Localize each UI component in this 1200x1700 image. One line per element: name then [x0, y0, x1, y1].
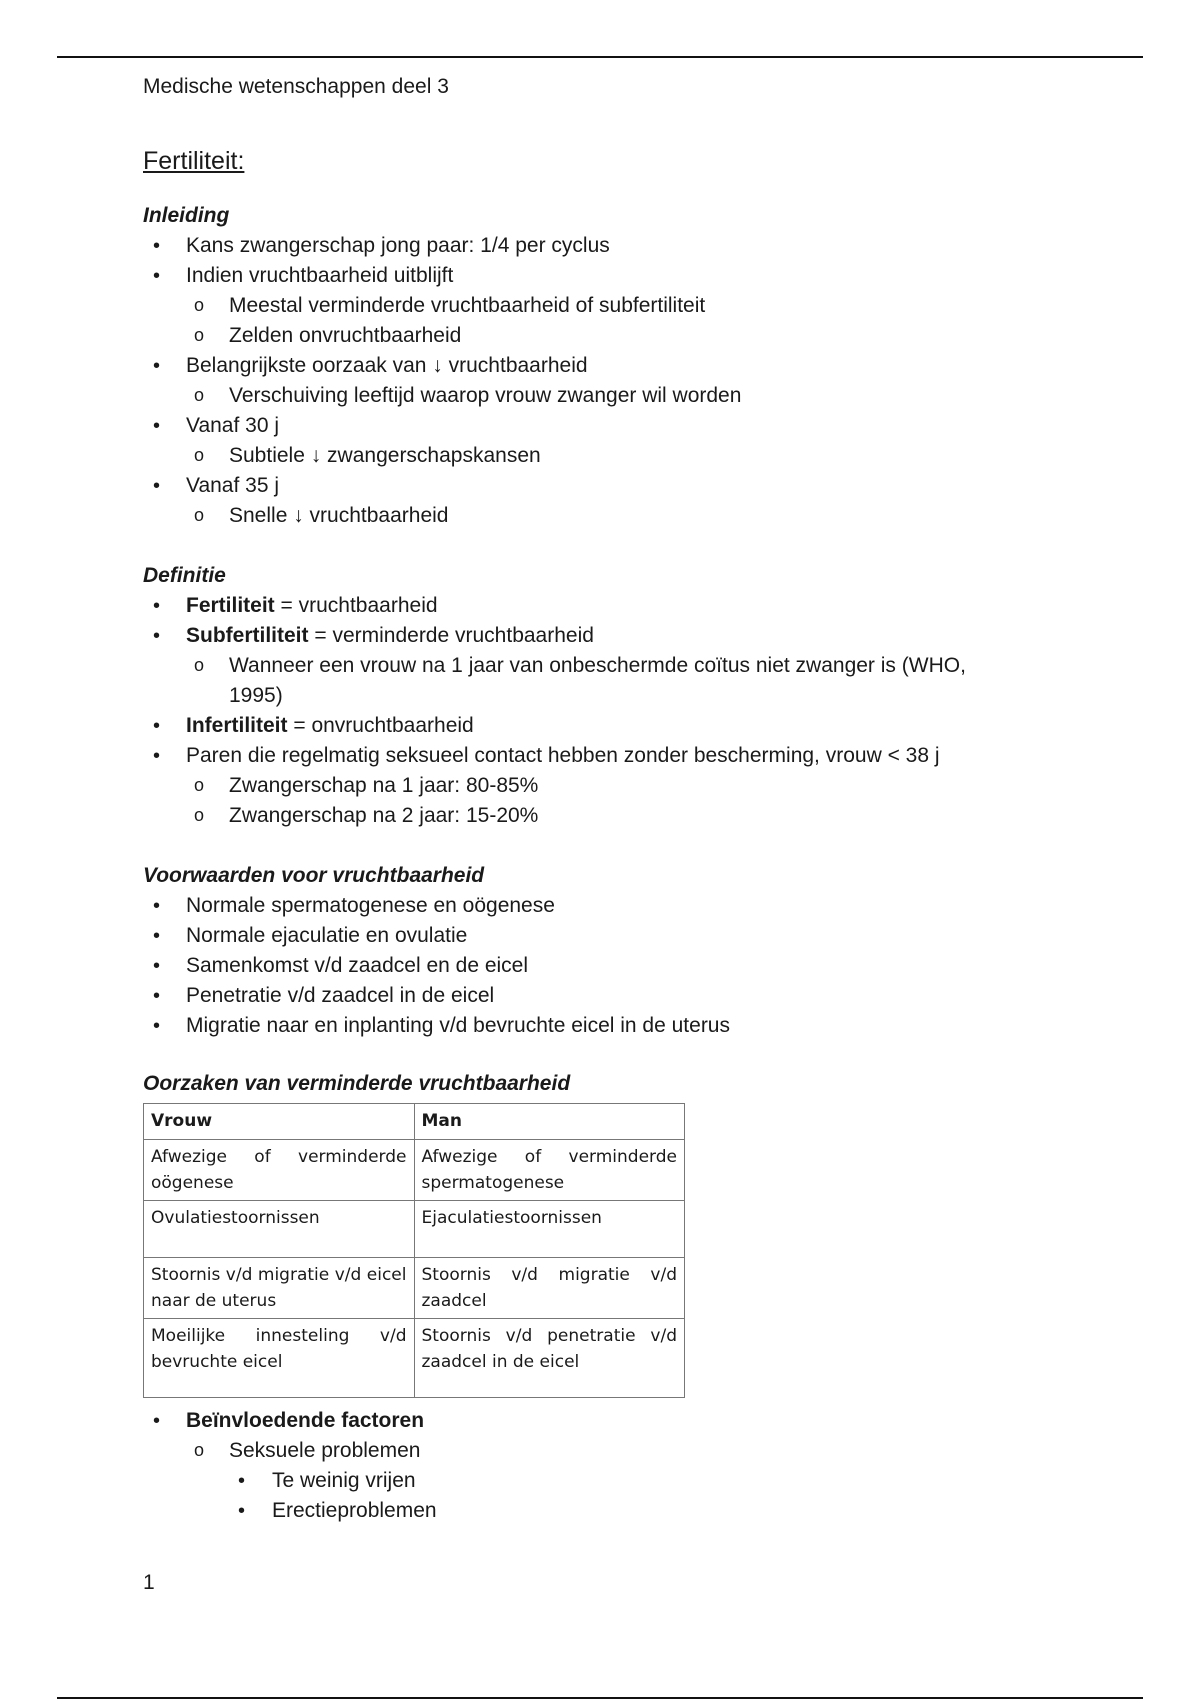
definition: = vruchtbaarheid: [274, 594, 438, 617]
table-row: [144, 1201, 685, 1258]
table-row: [144, 1319, 685, 1398]
page-number: 1: [143, 1571, 155, 1594]
list-item: • Kans zwangerschap jong paar: 1/4 per cyclus: [143, 231, 1043, 261]
list-item: o Zelden onvruchtbaarheid: [143, 321, 1043, 351]
section-definitie: [143, 561, 1043, 831]
definitie-list: [143, 591, 1043, 831]
term: Infertiliteit: [186, 714, 288, 737]
list-item: [143, 711, 1043, 741]
section-inleiding: [143, 201, 1043, 531]
table-header-cell: Vrouw: [144, 1104, 415, 1140]
term: Fertiliteit: [186, 594, 275, 617]
bottom-rule: [57, 1697, 1143, 1699]
definition: = onvruchtbaarheid: [287, 714, 474, 737]
list-item: • Migratie naar en inplanting v/d bevruchte eicel in de uterus: [143, 1011, 1043, 1041]
top-rule: [57, 56, 1143, 58]
definition: = verminderde vruchtbaarheid: [308, 624, 594, 647]
list-item: o Verschuiving leeftijd waarop vrouw zwanger wil worden: [143, 381, 1043, 411]
table-cell: Stoornis v/d penetratie v/d zaadcel in de eicel: [414, 1319, 685, 1398]
list-item: • Erectieproblemen: [143, 1496, 1043, 1526]
document-title: Fertiliteit:: [143, 147, 245, 175]
list-item: • Vanaf 30 j: [143, 411, 1043, 441]
list-item: • Belangrijkste oorzaak van ↓ vruchtbaarheid: [143, 351, 1043, 381]
section-voorwaarden: [143, 861, 1043, 1041]
list-item: • Paren die regelmatig seksueel contact hebben zonder bescherming, vrouw < 38 j: [143, 741, 1043, 771]
factoren-list: [143, 1406, 1043, 1526]
list-item: [143, 591, 1043, 621]
table-header-cell: Man: [414, 1104, 685, 1140]
oorzaken-table: [143, 1103, 685, 1398]
table-row: [144, 1140, 685, 1201]
list-item: • Indien vruchtbaarheid uitblijft: [143, 261, 1043, 291]
list-item: • Normale spermatogenese en oögenese: [143, 891, 1043, 921]
table-row: [144, 1258, 685, 1319]
list-item: [143, 1406, 1043, 1436]
list-item: o Seksuele problemen: [143, 1436, 1043, 1466]
section-oorzaken: [143, 1069, 1043, 1398]
table-cell: Stoornis v/d migratie v/d zaadcel: [414, 1258, 685, 1319]
table-cell: Stoornis v/d migratie v/d eicel naar de uterus: [144, 1258, 415, 1319]
table-header-row: [144, 1104, 685, 1140]
list-item: • Normale ejaculatie en ovulatie: [143, 921, 1043, 951]
document-page: [143, 72, 1043, 1526]
table-cell: Ovulatiestoornissen: [144, 1201, 415, 1258]
voorwaarden-list: [143, 891, 1043, 1041]
table-cell: Moeilijke innesteling v/d bevruchte eicel: [144, 1319, 415, 1398]
table-cell: Afwezige of verminderde spermatogenese: [414, 1140, 685, 1201]
section-heading: Oorzaken van verminderde vruchtbaarheid: [143, 1072, 571, 1095]
table-cell: Afwezige of verminderde oögenese: [144, 1140, 415, 1201]
inleiding-list: [143, 231, 1043, 531]
list-item: o Zwangerschap na 1 jaar: 80-85%: [143, 771, 1043, 801]
list-item: • Te weinig vrijen: [143, 1466, 1043, 1496]
term: Subfertiliteit: [186, 624, 309, 647]
list-text: Wanneer een vrouw na 1 jaar van onbeschermde coïtus niet zwanger is (WHO,: [229, 654, 966, 677]
section-heading: Voorwaarden voor vruchtbaarheid: [143, 864, 485, 887]
list-item: o Snelle ↓ vruchtbaarheid: [143, 501, 1043, 531]
list-text: Beïnvloedende factoren: [186, 1409, 425, 1432]
list-item: • Vanaf 35 j: [143, 471, 1043, 501]
running-header: Medische wetenschappen deel 3: [143, 75, 449, 98]
list-item: [143, 621, 1043, 651]
list-item: o Zwangerschap na 2 jaar: 15-20%: [143, 801, 1043, 831]
list-item: • Samenkomst v/d zaadcel en de eicel: [143, 951, 1043, 981]
list-item: [143, 651, 1043, 711]
section-heading: Inleiding: [143, 204, 230, 227]
list-item: o Subtiele ↓ zwangerschapskansen: [143, 441, 1043, 471]
list-item: o Meestal verminderde vruchtbaarheid of subfertiliteit: [143, 291, 1043, 321]
table-cell: Ejaculatiestoornissen: [414, 1201, 685, 1258]
list-item: • Penetratie v/d zaadcel in de eicel: [143, 981, 1043, 1011]
list-text-continued: 1995): [229, 684, 283, 707]
section-heading: Definitie: [143, 564, 226, 587]
